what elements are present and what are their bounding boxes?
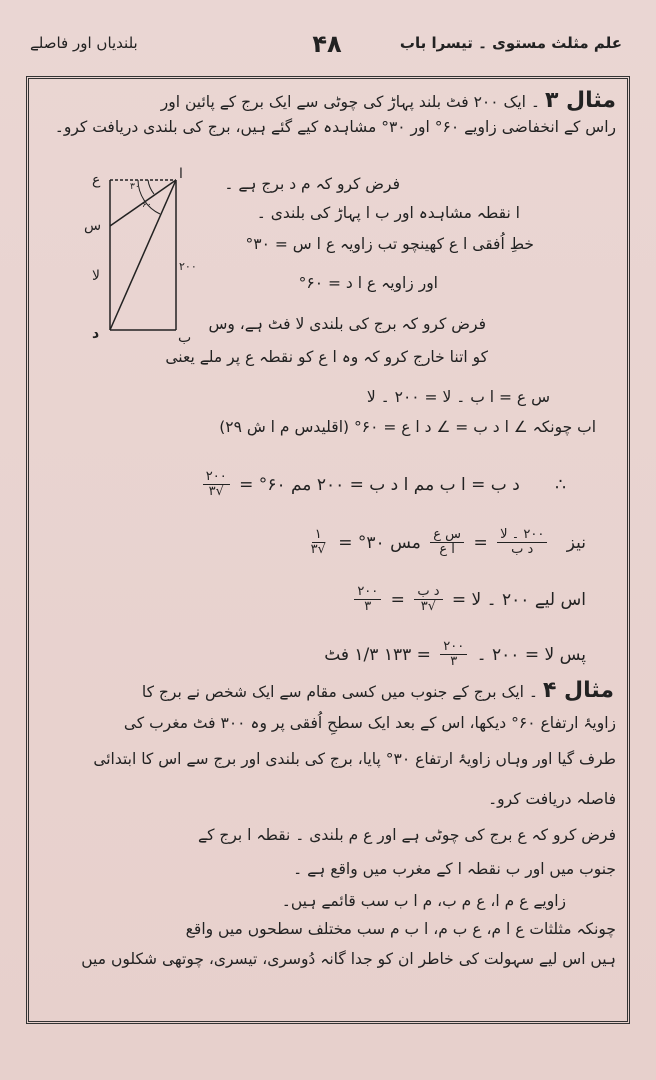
eq1-text: د ب = ا ب مم ا د ب = ۲۰۰ مم ۶۰° =	[239, 474, 520, 495]
header-section: بلندیاں اور فاصلے	[30, 34, 138, 52]
example4-title: مثال ۴	[542, 678, 614, 703]
frac-den: √۳	[420, 599, 437, 615]
eq4-tail: = ۱۳۳ ۱/۳ فٹ	[324, 644, 431, 665]
tower-diagram	[58, 166, 208, 350]
label-ain: ع	[92, 172, 101, 188]
label-height: ۲۰۰	[179, 260, 197, 273]
frac-num: ۲۰۰ ۔ لا	[497, 528, 547, 543]
frac-den: √۳	[310, 542, 326, 558]
equation-3	[350, 585, 586, 615]
example4-line1: ۔ ایک برج کے جنوب میں کسی مقام سے ایک شخص نے برج کا	[141, 683, 538, 701]
example4-step5: ہیں اس لیے سہولت کی خاطر ان کو جدا گانہ دُوسری، تیسری، چوتھی شکلوں میں	[81, 950, 616, 968]
example3-title: مثال ۳	[544, 88, 616, 113]
frac-num: ۲۰۰	[440, 640, 467, 655]
label-a: ا	[179, 166, 183, 182]
eq4-fraction	[440, 640, 467, 670]
example4-line2: زاویۂ ارتفاع ۶۰° دیکھا، اس کے بعد ایک سطحِ اُفقی پر وہ ۳۰۰ فٹ مغرب کی	[123, 714, 616, 732]
frac-den: ۳	[364, 599, 372, 615]
angle-arc-30	[148, 180, 154, 194]
eq4-prefix: پس لا = ۲۰۰ ۔	[476, 644, 586, 665]
example4-heading-line	[142, 678, 614, 703]
example4-step2: جنوب میں اور ب نقطہ ا کے مغرب میں واقع ہے ۔	[293, 860, 616, 878]
label-angle30: ۳۰	[130, 182, 140, 192]
page-number: ۴۸	[312, 30, 342, 58]
frac-num: س ع	[430, 528, 464, 543]
example3-line2: راس کے انخفاضی زاویے ۶۰° اور ۳۰° مشاہدہ کیے گئے ہیں، برج کی بلندی دریافت کرو۔	[54, 118, 616, 136]
frac-num: ۲۰۰	[203, 470, 230, 485]
frac-den: ا ع	[439, 542, 455, 558]
frac-den: ۳	[450, 654, 458, 670]
eq1-fraction	[203, 470, 230, 500]
frac-num: ۱	[312, 528, 325, 543]
example3-line1: ۔ ایک ۲۰۰ فٹ بلند پہاڑ کی چوٹی سے ایک برج کے پائین اور	[160, 93, 540, 111]
eq2-fraction-c	[308, 528, 329, 558]
example3-step5: فرض کرو کہ برج کی بلندی لا فٹ ہے، وس	[208, 315, 486, 333]
frac-den: د ب	[511, 542, 534, 558]
label-angle60: ۶۰	[142, 200, 152, 210]
eq2-mid: مس ۳۰° =	[338, 532, 421, 553]
page-header	[24, 30, 630, 70]
example3-step2: ا نقطہ مشاہدہ اور ب ا پہاڑ کی بلندی ۔	[256, 204, 520, 222]
example3-heading-line	[161, 88, 616, 113]
equation-2	[304, 528, 586, 558]
eq2-prefix: نیز	[566, 532, 586, 553]
eq3-prefix: اس لیے ۲۰۰ ۔ لا =	[451, 589, 586, 610]
example4-line4: فاصلہ دریافت کرو۔	[488, 790, 616, 808]
label-b: ب	[178, 330, 192, 346]
example3-step1: فرض کرو کہ م د برج ہے ۔	[224, 175, 400, 193]
example3-step6: کو اتنا خارج کرو کہ وہ ا ع کو نقطہ ع پر ملے یعنی	[165, 348, 488, 366]
eq3-fraction-b	[354, 585, 381, 615]
frac-den: √۳	[208, 484, 224, 500]
example4-step3: زاویے ع م ا، ع م ب، م ا ب سب قائمے ہیں۔	[281, 892, 566, 910]
label-la: لا	[92, 268, 100, 284]
eq3-equals: =	[390, 589, 405, 610]
example4-step4: چونکہ مثلثات ع ا م، ع ب م، ا ب م سب مختلف سطحوں میں واقع	[185, 920, 616, 938]
eq2-equals: =	[473, 532, 488, 553]
equation-4	[324, 640, 586, 670]
frac-num: ۲۰۰	[354, 585, 381, 600]
example3-step4: اور زاویہ ع ا د = ۶۰°	[298, 274, 438, 292]
eq2-fraction-a	[497, 528, 547, 558]
example3-step7: س ع = ا ب ۔ لا = ۲۰۰ ۔ لا	[366, 388, 550, 406]
label-sin: س	[84, 218, 102, 234]
example4-step1: فرض کرو کہ ع برج کی چوٹی ہے اور ع م بلندی ۔ نقطہ ا برج کے	[197, 826, 616, 844]
example4-line3: طرف گیا اور وہاں زاویۂ ارتفاع ۳۰° پایا، برج کی بلندی اور برج سے اس کا ابتدائی	[93, 750, 616, 768]
label-d: د	[92, 326, 100, 342]
example3-step3: خطِ اُفقی ا ع کھینچو تب زاویہ ع ا س = ۳۰°	[245, 235, 534, 253]
eq1-prefix: ∴	[555, 474, 566, 495]
example3-step8: اب چونکہ ∠ ا د ب = ∠ د ا ع = ۶۰° (اقلیدس م ا ش ۲۹)	[219, 418, 596, 436]
frac-num: د ب	[414, 585, 442, 600]
equation-1	[199, 470, 566, 500]
eq2-fraction-b	[430, 528, 464, 558]
eq3-fraction-a	[414, 585, 442, 615]
header-chapter: علم مثلث مستوی ۔ تیسرا باب	[399, 34, 622, 52]
